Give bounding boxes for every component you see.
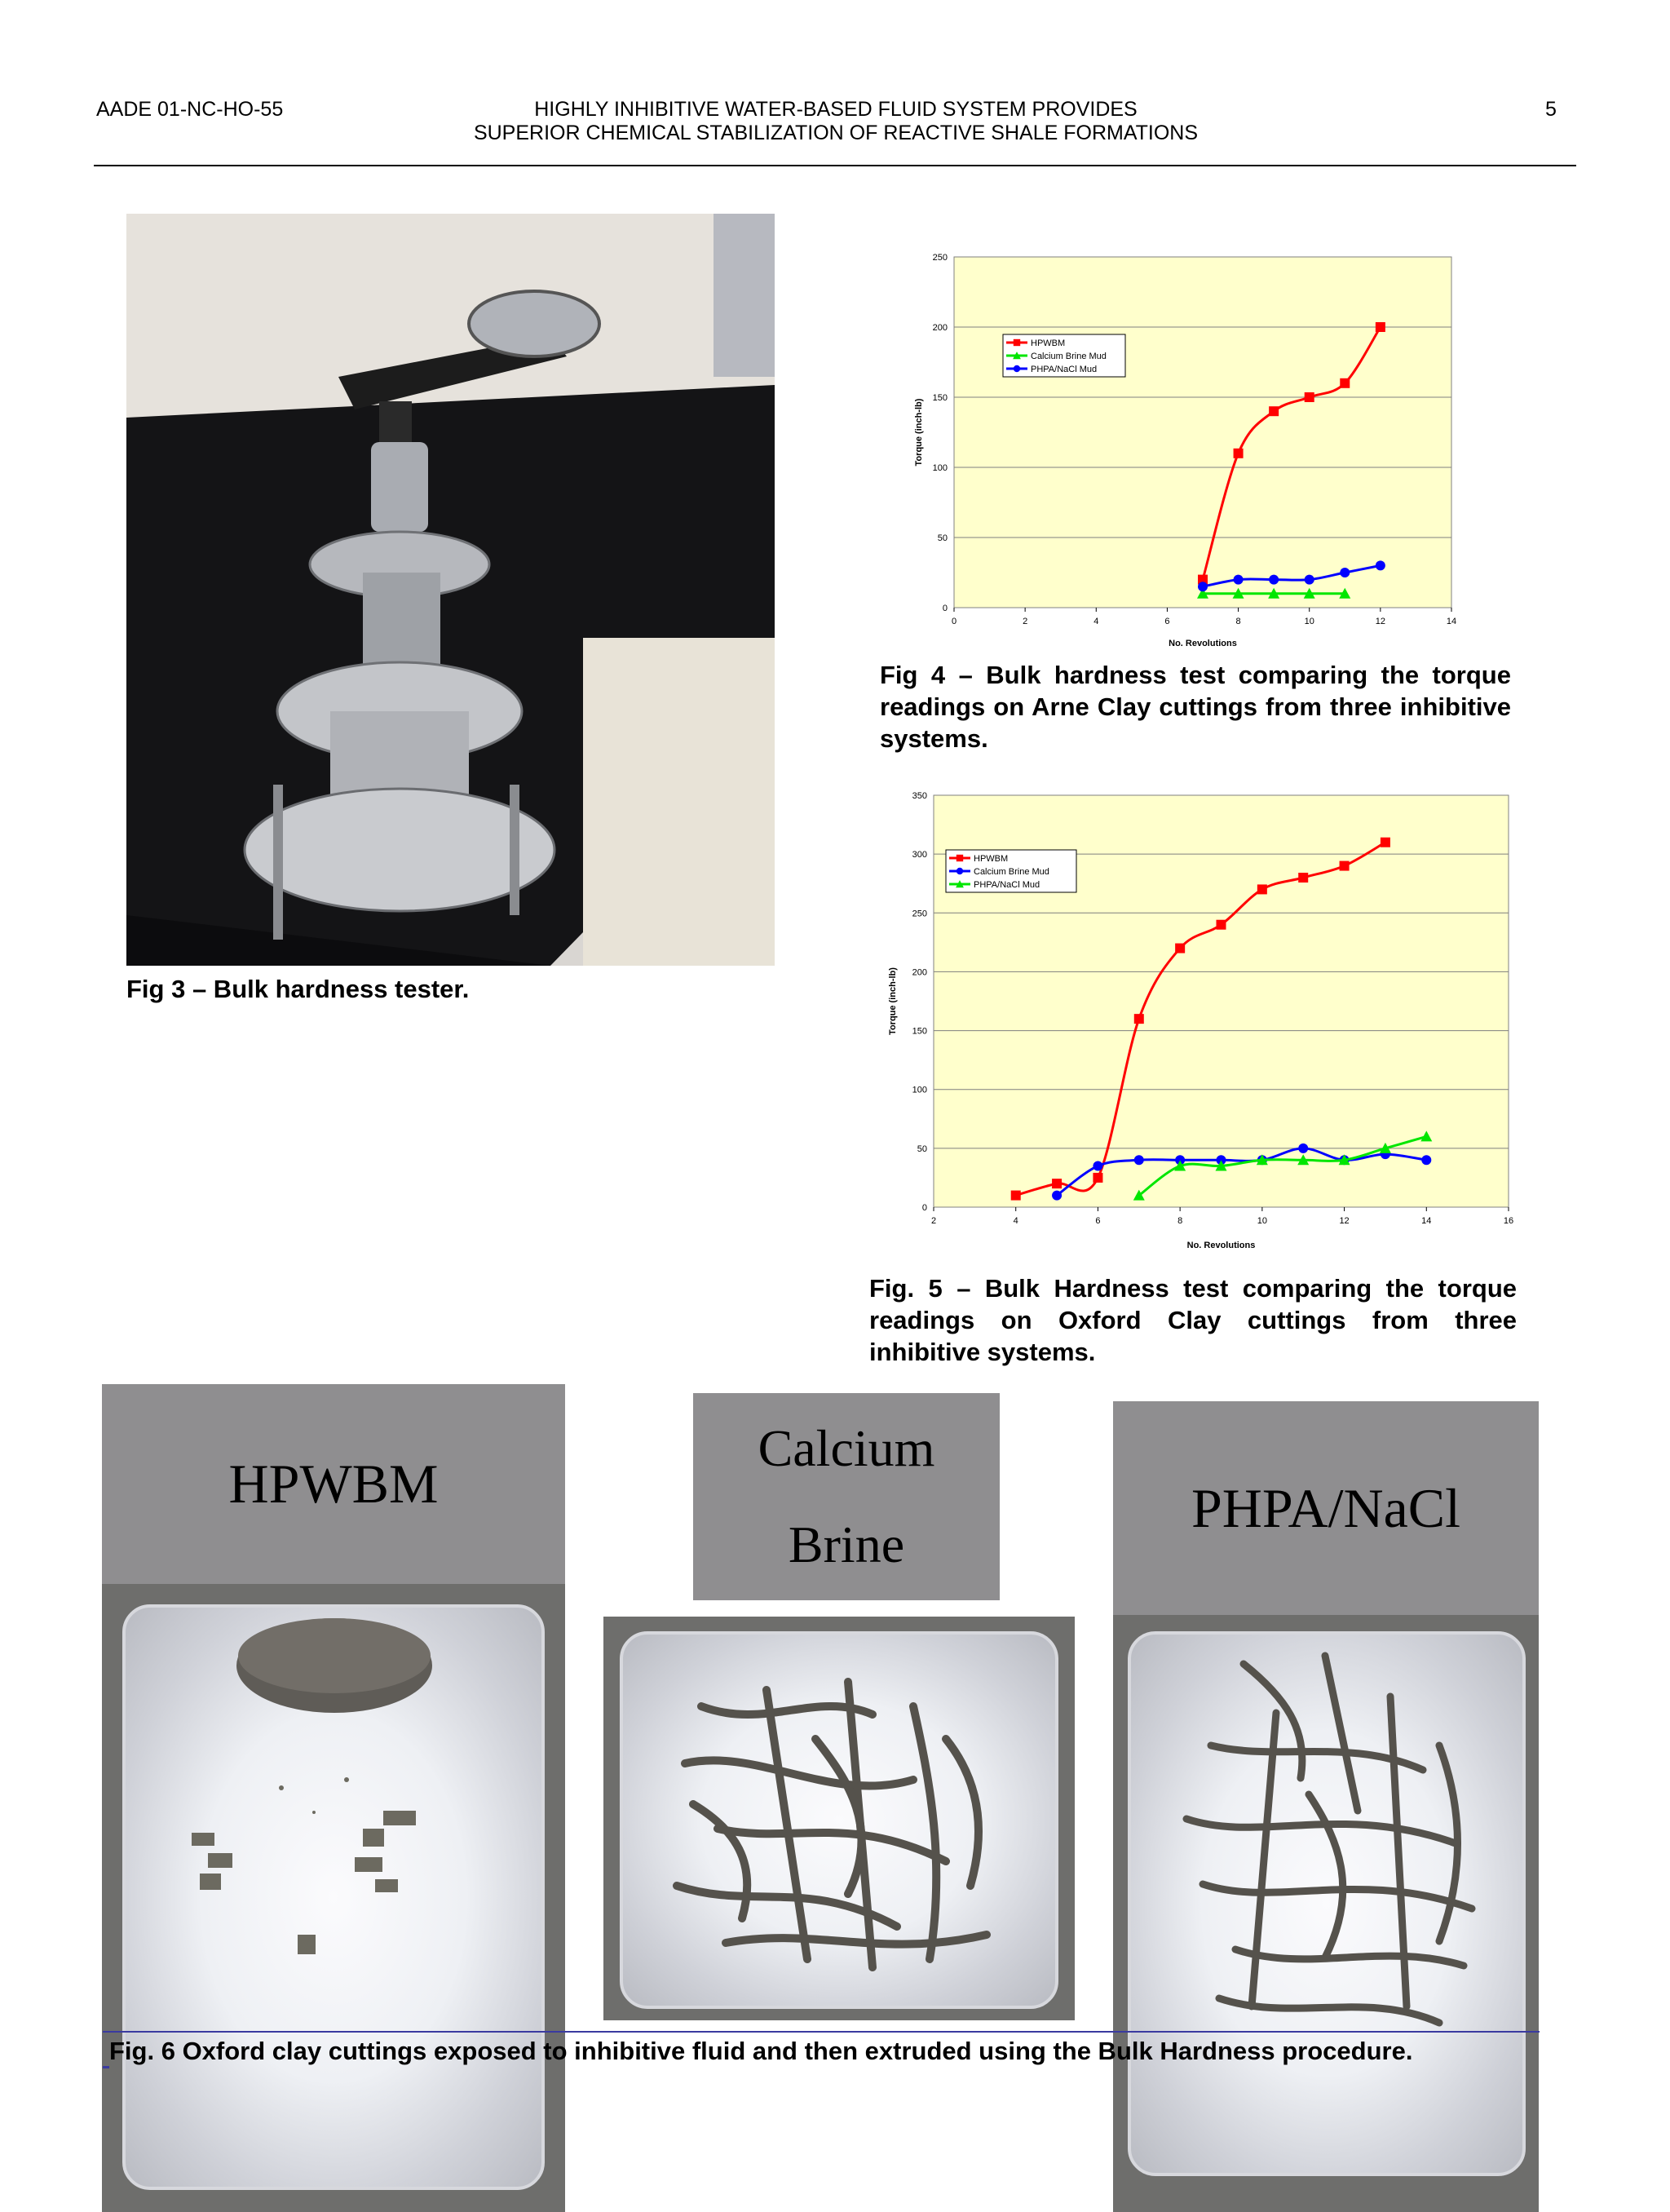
x-tick-label: 8 bbox=[1177, 1216, 1183, 1226]
y-tick-label: 100 bbox=[912, 1085, 927, 1095]
data-point bbox=[1381, 838, 1390, 847]
y-tick-label: 50 bbox=[917, 1144, 927, 1154]
fig6-tray-phpa-nacl bbox=[1113, 1615, 1539, 2212]
data-point bbox=[1217, 920, 1226, 930]
y-tick-label: 200 bbox=[932, 323, 948, 333]
fig6-panel-phpa-nacl bbox=[1113, 1401, 1539, 2212]
fig4-xlabel: No. Revolutions bbox=[1169, 639, 1237, 648]
y-tick-label: 150 bbox=[932, 393, 948, 403]
data-point bbox=[1298, 873, 1308, 883]
x-tick-label: 6 bbox=[1095, 1216, 1101, 1226]
x-tick-label: 6 bbox=[1164, 617, 1170, 626]
data-point bbox=[1305, 575, 1314, 585]
data-point bbox=[1340, 568, 1350, 577]
legend-marker bbox=[1014, 339, 1020, 346]
fig5-chart-svg bbox=[873, 783, 1582, 1256]
data-point bbox=[1269, 406, 1279, 416]
fig6-label-hpwbm bbox=[102, 1384, 565, 1584]
bulk-hardness-tester-image bbox=[126, 214, 775, 966]
x-tick-label: 16 bbox=[1503, 1216, 1514, 1226]
legend-label: PHPA/NaCl Mud bbox=[974, 880, 1040, 890]
legend-label: Calcium Brine Mud bbox=[1031, 352, 1107, 361]
data-point bbox=[1234, 575, 1244, 585]
legend-label: HPWBM bbox=[974, 854, 1009, 864]
data-point bbox=[1340, 378, 1350, 388]
extruded-strands-image-2 bbox=[1113, 1615, 1539, 2212]
x-tick-label: 14 bbox=[1421, 1216, 1432, 1226]
fig6-tray-hpwbm bbox=[102, 1584, 565, 2212]
fig4-ylabel: Torque (inch-lb) bbox=[914, 398, 924, 467]
y-tick-label: 150 bbox=[912, 1026, 927, 1037]
data-point bbox=[1234, 449, 1244, 458]
data-point bbox=[1376, 322, 1385, 332]
fig6-caption-mark bbox=[103, 2066, 109, 2068]
data-point bbox=[1134, 1014, 1144, 1024]
fig4-chart-svg bbox=[897, 245, 1566, 653]
extruded-strands-image bbox=[603, 1617, 1075, 2020]
fig3-photo bbox=[126, 214, 775, 966]
data-point bbox=[1052, 1179, 1062, 1188]
header-paper-id: AADE 01-NC-HO-55 bbox=[96, 98, 284, 121]
fig6-label-brine-text: Brine bbox=[788, 1515, 905, 1573]
data-point bbox=[1093, 1161, 1102, 1171]
fig3-caption: Fig 3 – Bulk hardness tester. bbox=[126, 975, 470, 1003]
y-tick-label: 200 bbox=[912, 967, 927, 978]
legend-label: PHPA/NaCl Mud bbox=[1031, 365, 1098, 374]
y-tick-label: 100 bbox=[932, 463, 948, 473]
data-point bbox=[1198, 582, 1208, 591]
legend-label: HPWBM bbox=[1031, 338, 1066, 348]
y-tick-label: 300 bbox=[912, 850, 927, 860]
fig4-caption: Fig 4 – Bulk hardness test comparing the torque readings on Arne Clay cuttings from three inhibitive systems. bbox=[880, 661, 1511, 753]
legend-marker bbox=[1014, 365, 1020, 372]
data-point bbox=[1298, 1144, 1308, 1153]
x-tick-label: 10 bbox=[1257, 1216, 1267, 1226]
data-point bbox=[1269, 575, 1279, 585]
page-number: 5 bbox=[1545, 98, 1557, 121]
data-point bbox=[1305, 392, 1314, 402]
data-point bbox=[1134, 1155, 1144, 1165]
y-tick-label: 50 bbox=[937, 533, 948, 543]
x-tick-label: 8 bbox=[1235, 617, 1241, 626]
data-point bbox=[1011, 1191, 1021, 1201]
fig6-panel-hpwbm bbox=[102, 1384, 565, 2212]
fig5-chart bbox=[873, 783, 1582, 1256]
y-tick-label: 350 bbox=[912, 791, 927, 801]
x-tick-label: 10 bbox=[1304, 617, 1314, 626]
data-point bbox=[1052, 1191, 1062, 1201]
fig6-caption: Fig. 6 Oxford clay cuttings exposed to inhibitive fluid and then extruded using the Bulk Hardness procedure. bbox=[109, 2037, 1413, 2065]
data-point bbox=[1175, 944, 1185, 953]
y-tick-label: 250 bbox=[932, 253, 948, 263]
header-title bbox=[285, 98, 1386, 145]
x-tick-label: 0 bbox=[951, 617, 957, 626]
fig6-panel-calcium-brine bbox=[603, 1419, 1075, 2020]
plot-area bbox=[954, 257, 1451, 608]
x-tick-label: 4 bbox=[1093, 617, 1099, 626]
fig6-label-calcium-brine bbox=[693, 1393, 1000, 1600]
x-tick-label: 4 bbox=[1013, 1216, 1018, 1226]
legend-marker bbox=[956, 868, 963, 874]
fig6-separator bbox=[103, 2031, 1540, 2033]
y-tick-label: 0 bbox=[942, 604, 948, 613]
data-point bbox=[1257, 884, 1267, 894]
fig5-ylabel: Torque (inch-lb) bbox=[888, 967, 898, 1035]
fig6-tray-calcium-brine bbox=[603, 1617, 1075, 2020]
data-point bbox=[1376, 560, 1385, 570]
data-point bbox=[1421, 1155, 1431, 1165]
fig6-label-hpwbm-text: HPWBM bbox=[228, 1453, 439, 1515]
header-title-line2: SUPERIOR CHEMICAL STABILIZATION OF REACTIVE SHALE FORMATIONS bbox=[473, 122, 1199, 144]
fig6-label-phpa-nacl-text: PHPA/NaCl bbox=[1191, 1476, 1461, 1539]
y-tick-label: 0 bbox=[921, 1203, 927, 1213]
fig5-xlabel: No. Revolutions bbox=[1186, 1241, 1256, 1250]
fig6-label-calcium-text: Calcium bbox=[758, 1419, 935, 1477]
header-title-line1: HIGHLY INHIBITIVE WATER-BASED FLUID SYSTEM PROVIDES bbox=[534, 98, 1138, 121]
y-tick-label: 250 bbox=[912, 909, 927, 919]
fig6-label-phpa-nacl bbox=[1113, 1401, 1539, 1615]
data-point bbox=[1340, 861, 1350, 871]
x-tick-label: 2 bbox=[1023, 617, 1028, 626]
legend-label: Calcium Brine Mud bbox=[974, 867, 1049, 877]
header-rule bbox=[94, 165, 1576, 166]
x-tick-label: 12 bbox=[1375, 617, 1385, 626]
fig5-caption: Fig. 5 – Bulk Hardness test comparing the torque readings on Oxford Clay cuttings from three inhibitive systems. bbox=[869, 1274, 1517, 1366]
x-tick-label: 14 bbox=[1446, 617, 1457, 626]
x-tick-label: 2 bbox=[930, 1216, 937, 1226]
x-tick-label: 12 bbox=[1339, 1216, 1350, 1226]
legend-marker bbox=[956, 855, 963, 861]
fig4-chart bbox=[897, 245, 1566, 653]
extruded-disc-image bbox=[102, 1584, 565, 2212]
data-point bbox=[1093, 1173, 1102, 1183]
